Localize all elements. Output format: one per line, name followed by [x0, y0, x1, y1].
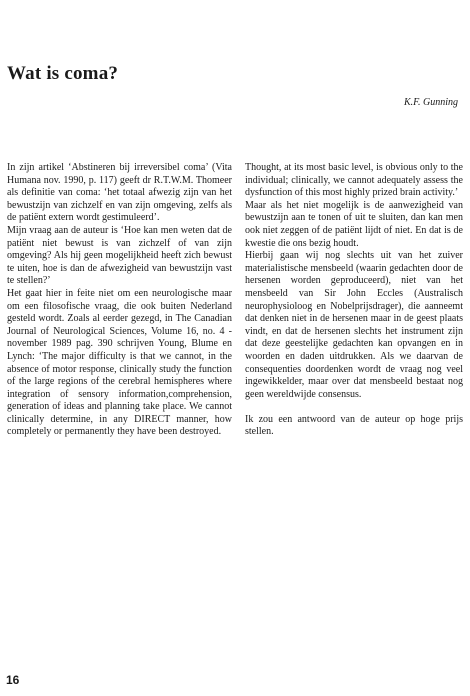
paragraph: Ik zou een antwoord van de auteur op hoge prijs stellen.	[245, 413, 463, 438]
paragraph: In zijn artikel ‘Abstineren bij irreversibel coma’ (Vita Humana nov. 1990, p. 117) geeft dr R.T.W.M. Thomeer als definitie van coma: ‘het totaal afwezig zijn van het bewustzijn van zichzelf en van zijn omgeving, zelfs als de patiënt extern wordt gestimuleerd’.	[7, 162, 232, 224]
left-column	[7, 162, 232, 439]
paragraph: Mijn vraag aan de auteur is ‘Hoe kan men weten dat de patiënt niet bewust is van zichzelf of van zijn omgeving? Als hij geen mogelijkheid heeft zich bewust te uiten, hoe is dan de afwezigheid van bewustzijn vast te stellen?’	[7, 224, 232, 287]
article-title: Wat is coma?	[7, 63, 119, 84]
paragraph: Maar als het niet mogelijk is de aanwezigheid van bewustzijn aan te tonen of uit te sluiten, dan kan men ook niet zeggen of de patiënt lijdt of niet. En dat is de kwestie die ons bezig houdt.	[245, 199, 463, 249]
right-column	[245, 162, 463, 439]
paragraph: Het gaat hier in feite niet om een neurologische maar om een filosofische vraag, die ook buiten Nederland gesteld wordt. Zoals al eerder gezegd, in The Canadian Journal of Neurological Sciences, Volume 16, no. 4 - november 1989 pag. 390 schrijven Young, Blume en Lynch: ‘The major difficulty is that we cannot, in the absence of motor response, clinically study the function of the large regions of the cerebral hemispheres where integration of sensory information,comprehension, generation of ideas and planning take place. We cannot clinically determine, in any DIRECT manner, how completely or permanently they have been destroyed.	[7, 287, 232, 438]
paragraph: Hierbij gaan wij nog slechts uit van het zuiver materialistische mensbeeld (waarin gedachten door de hersenen worden geproduceerd), niet van het mensbeeld van Sir John Eccles (Australisch neurophysioloog en Nobelprijsdrager), die aanneemt dat denken niet in de hersenen maar in de geest plaats vindt, en dat de hersenen slechts het instrument zijn dat deze geestelijke gedachten kan opvangen en in woorden en daden uitdrukken. Als we daarvan de consequenties doordenken wordt de vraag nog veel ingewikkelder, maar over dat mensbeeld bestaat nog geen wereldwijde consensus.	[245, 250, 463, 400]
paragraph: Thought, at its most basic level, is obvious only to the individual; clinically, we cannot adequately assess the dysfunction of this most highly prized brain activity.’	[245, 162, 463, 199]
article-author: K.F. Gunning	[404, 97, 458, 108]
page-number: 16	[6, 673, 20, 687]
